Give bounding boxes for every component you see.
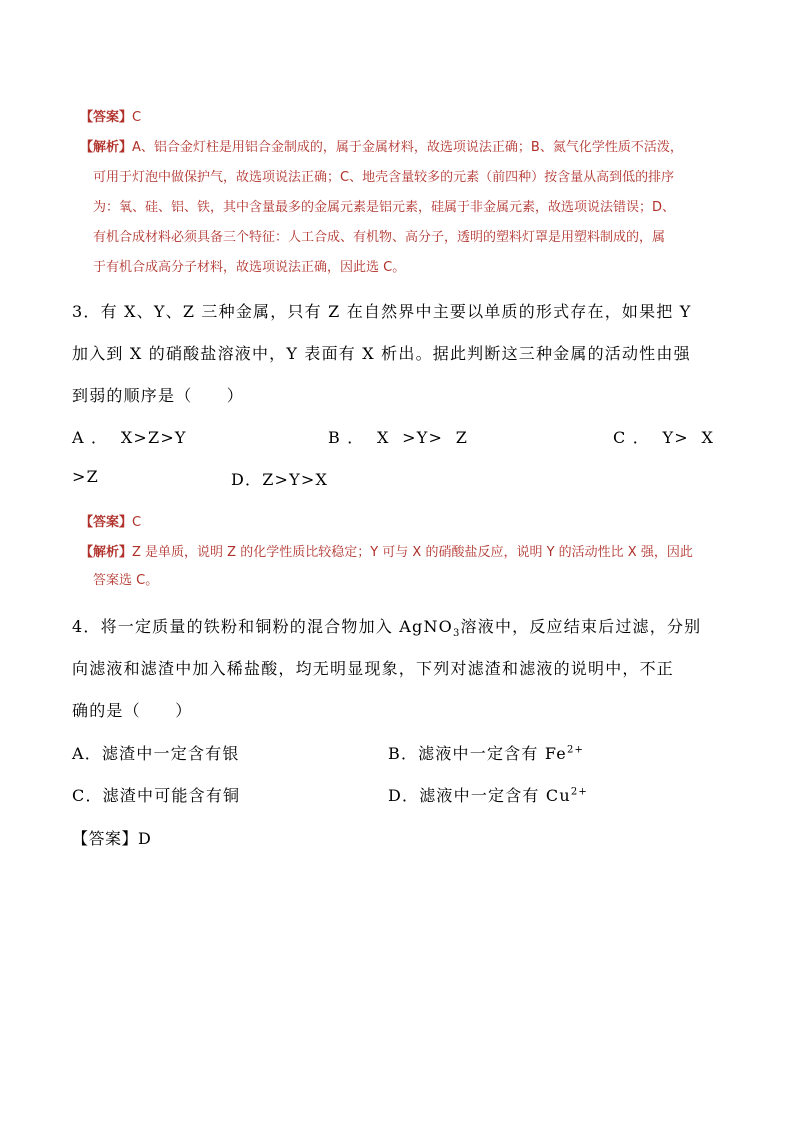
q4-option-b — [388, 741, 584, 764]
question-3-line: 到弱的顺序是（ ） — [72, 386, 245, 405]
q3-option-b: B ． X >Y> Z — [328, 428, 469, 447]
q3-analysis — [80, 541, 693, 560]
answer-tag: 【答案】 — [80, 110, 133, 125]
q4-option-d — [388, 783, 588, 806]
answer-line-1 — [80, 106, 141, 125]
analysis-line: 答案选 C。 — [93, 573, 159, 588]
question-3-line: 3．有 X、Y、Z 三种金属，只有 Z 在自然界中主要以单质的形式存在，如果把 Y — [72, 302, 692, 321]
q3-option-c: C ． Y> X — [613, 428, 715, 447]
superscript: 2+ — [570, 786, 589, 798]
analysis-text: Z 是单质，说明 Z 的化学性质比较稳定；Y 可与 X 的硝酸盐反应，说明 Y 的活动性比 X 强，因此 — [132, 545, 693, 560]
analysis-tag: 【解析】 — [80, 545, 133, 560]
analysis-line: 为：氧、硅、铝、铁，其中含量最多的金属元素是铝元素，硅属于非金属元素，故选项说法错误；D、 — [93, 200, 676, 215]
analysis-line: 可用于灯泡中做保护气，故选项说法正确；C、地壳含量较多的元素（前四种）按含量从高到低的排序 — [93, 170, 675, 185]
answer-tag: 【答案】 — [80, 515, 133, 530]
q3-answer — [80, 511, 141, 530]
q3-option-a: A ． X>Z>Y — [72, 428, 187, 447]
answer-value: C — [132, 515, 142, 530]
analysis-line: 于有机合成高分子材料，故选项说法正确，因此选 C。 — [93, 260, 406, 275]
analysis-text: A、铝合金灯柱是用铝合金制成的，属于金属材料，故选项说法正确；B、氮气化学性质不活泼， — [132, 140, 683, 155]
subscript: 3 — [452, 628, 461, 640]
q4-text: 溶液中，反应结束后过滤，分别 — [460, 617, 702, 636]
q4-answer: 【答案】D — [72, 829, 152, 848]
analysis-line — [80, 136, 683, 155]
superscript: 2+ — [566, 744, 585, 756]
answer-value: C — [132, 110, 142, 125]
question-4-line: 确的是（ ） — [72, 701, 193, 720]
q4-option-c: C．滤渣中可能含有铜 — [72, 786, 241, 805]
question-4-line — [72, 614, 701, 639]
q3-option-d: D．Z>Y>X — [231, 470, 329, 489]
option-text: B．滤液中一定含有 Fe — [388, 744, 567, 763]
question-4-line: 向滤液和滤渣中加入稀盐酸，均无明显现象，下列对滤渣和滤液的说明中，不正 — [72, 659, 675, 678]
analysis-tag: 【解析】 — [80, 140, 133, 155]
option-text: D．滤液中一定含有 Cu — [388, 786, 571, 805]
question-3-line: 加入到 X 的硝酸盐溶液中，Y 表面有 X 析出。据此判断这三种金属的活动性由强 — [72, 344, 691, 363]
q4-text: 4．将一定质量的铁粉和铜粉的混合物加入 AgNO — [72, 617, 453, 636]
q3-option-c-cont: >Z — [72, 467, 99, 486]
analysis-line: 有机合成材料必须具备三个特征：人工合成、有机物、高分子，透明的塑料灯罩是用塑料制成的，属 — [93, 230, 666, 245]
q4-option-a: A．滤渣中一定含有银 — [72, 744, 240, 763]
